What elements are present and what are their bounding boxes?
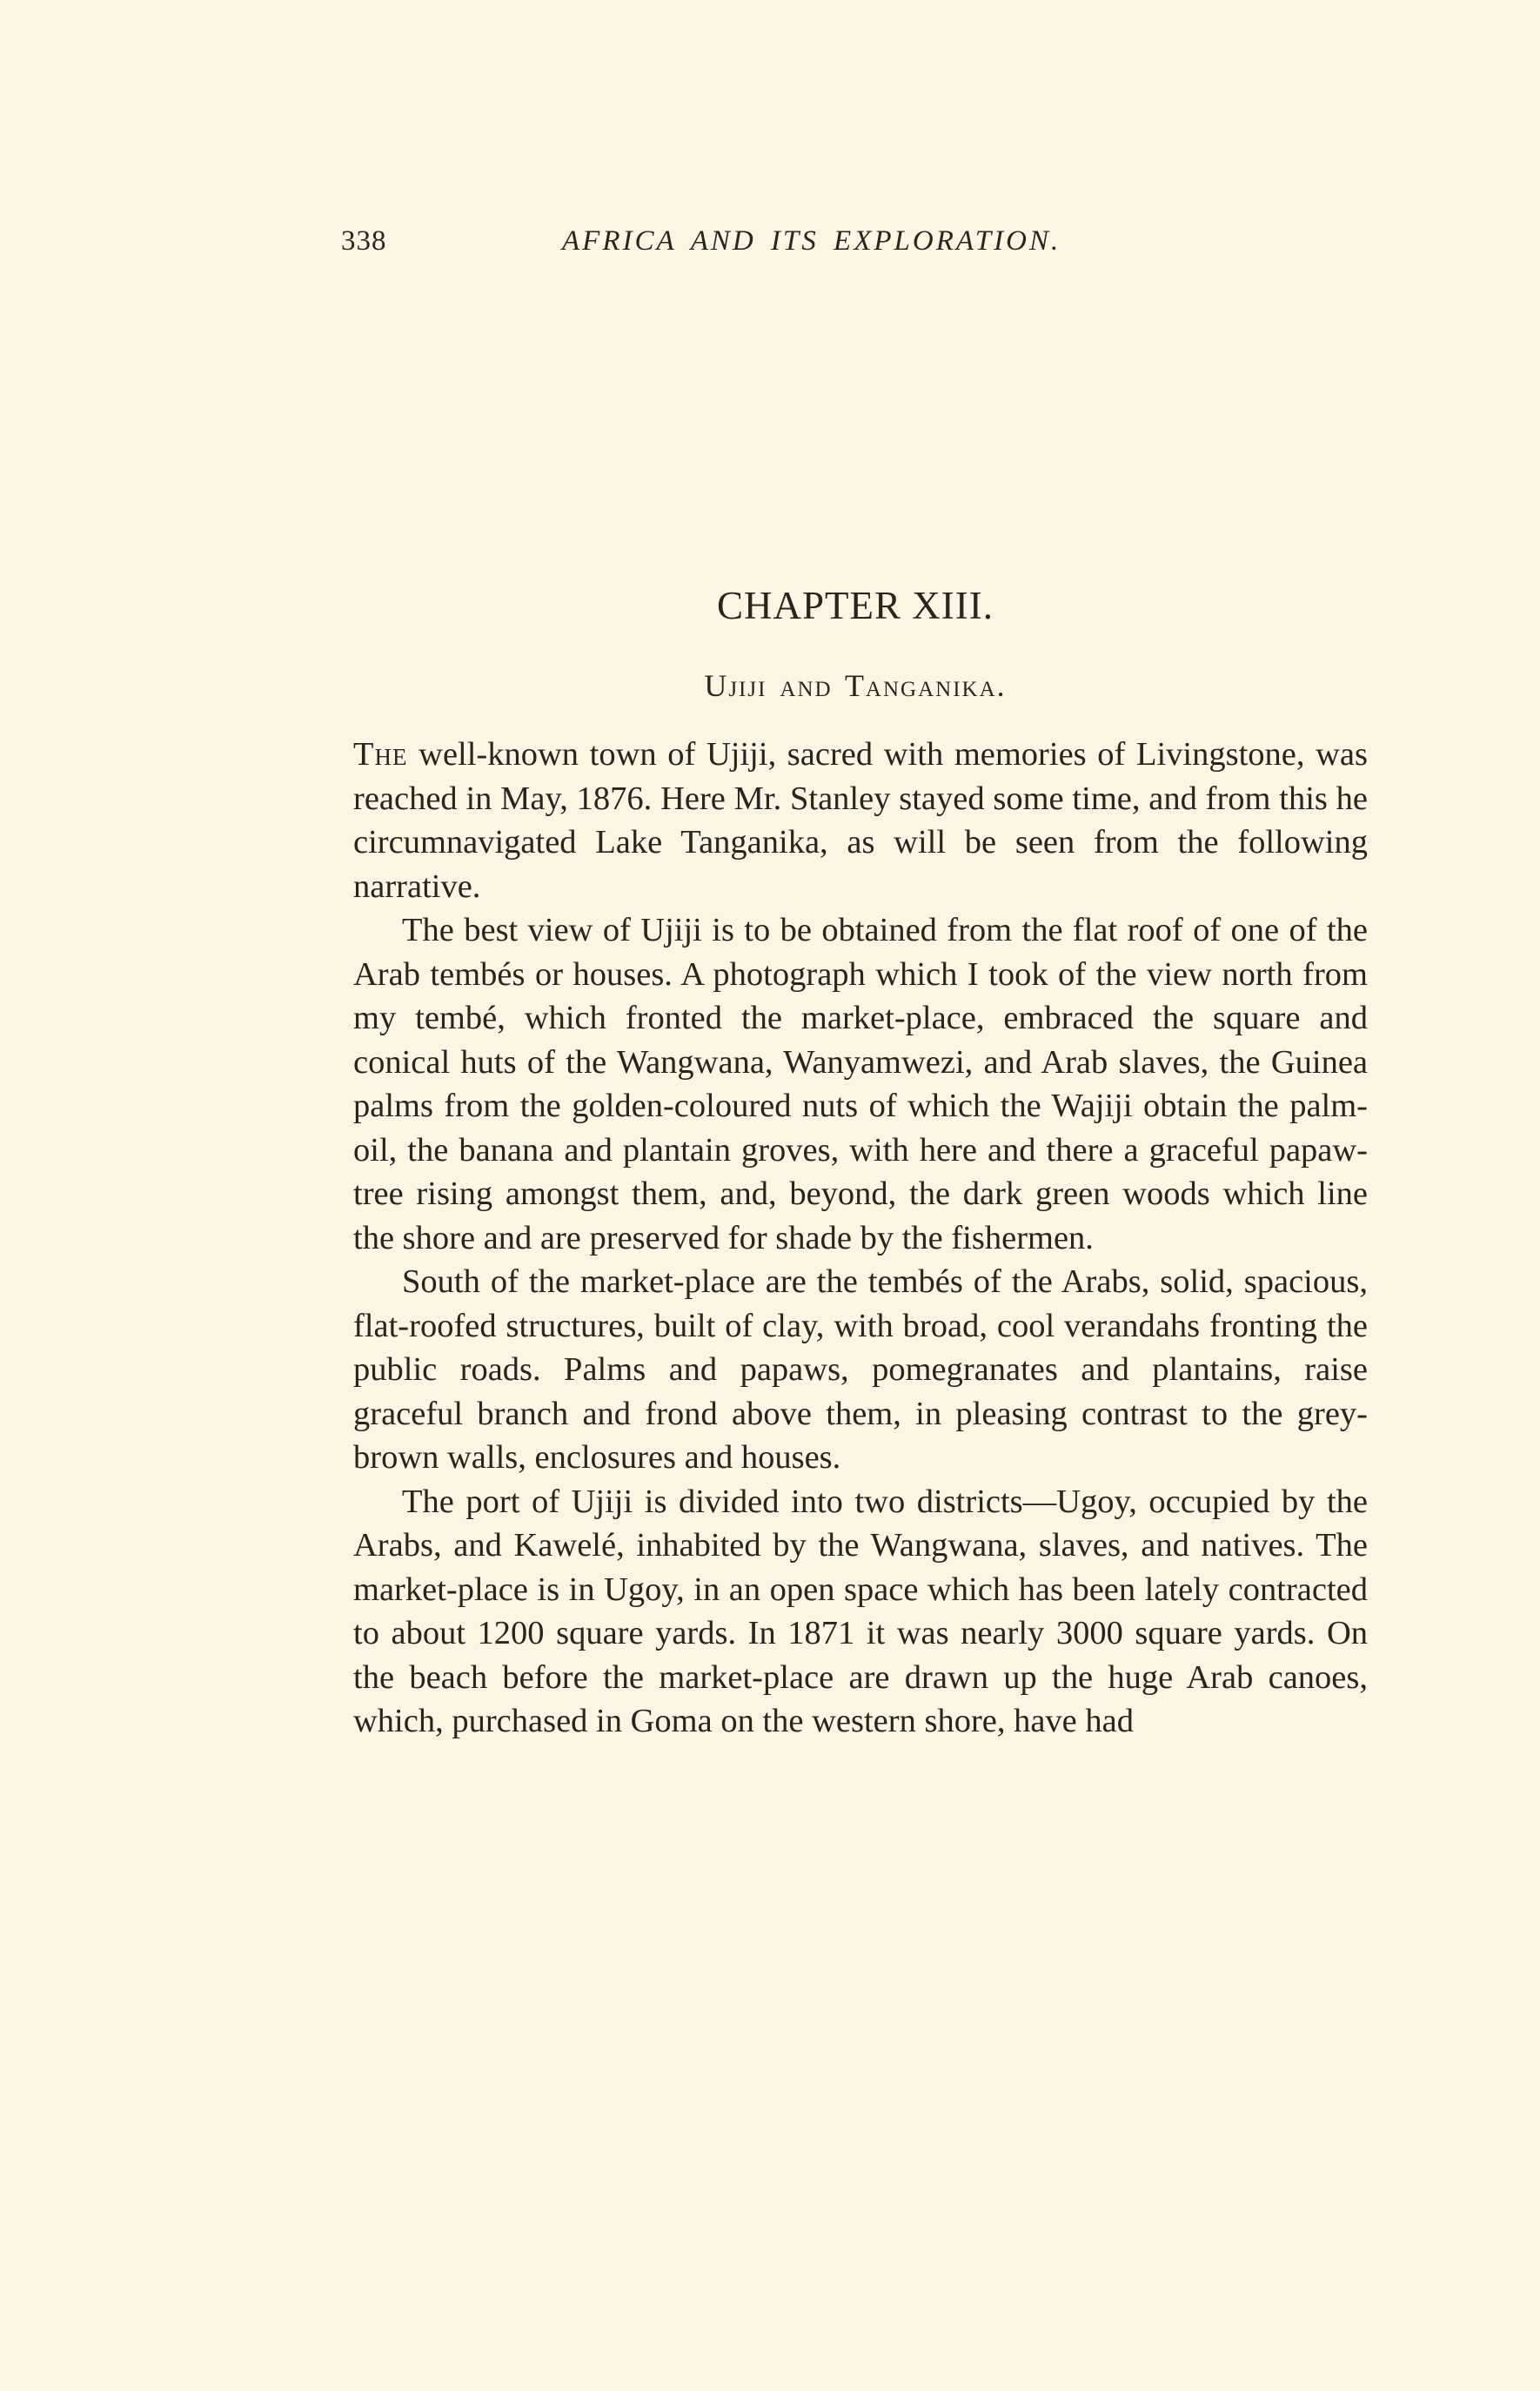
chapter-heading: CHAPTER XIII. [717, 584, 994, 627]
paragraph-lead-word: The [353, 736, 408, 773]
running-title: AFRICA AND ITS EXPLORATION. [562, 225, 1061, 257]
paragraph-3: South of the market-place are the tembés of the Arabs, solid, spacious, flat-roofed structures, built of clay, with broad, cool verandahs fronting the public roads. Palms and papaws, pomegranates and plantains, raise graceful branch and frond above them, in pleasing contrast to the grey-brown walls, enclosures and houses. [353, 1263, 1368, 1476]
chapter-body [353, 733, 1368, 1744]
paragraph-1 [353, 733, 1368, 908]
paragraph-4: The port of Ujiji is divided into two districts—Ugoy, occupied by the Arabs, and Kawelé, inhabited by the Wangwana, slaves, and natives. The market-place is in Ugoy, in an open space which has been lately contracted to about 1200 square yards. In 1871 it was nearly 3000 square yards. On the beach before the market-place are drawn up the huge Arab canoes, which, purchased in Goma on the western shore, have had [353, 1483, 1368, 1739]
page-number: 338 [341, 225, 387, 257]
paragraph-2: The best view of Ujiji is to be obtained from the flat roof of one of the Arab tembés or houses. A photograph which I took of the view north from my tembé, which fronted the market-place, embraced the square and conical huts of the Wangwana, Wanyamwezi, and Arab slaves, the Guinea palms from the golden-coloured nuts of which the Wajiji obtain the palm-oil, the banana and plantain groves, with here and there a graceful papaw-tree rising amongst them, and, beyond, the dark green woods which line the shore and are preserved for shade by the fishermen. [353, 912, 1368, 1256]
chapter-subtitle: Ujiji and Tanganika. [704, 668, 1007, 703]
paragraph-1-text: well-known town of Ujiji, sacred with memories of Livingstone, was reached in May, 1876. Here Mr. Stanley stayed some time, and from this he circumnavigated Lake Tanganika, as will be seen from the following narrative. [353, 736, 1368, 905]
running-head [341, 219, 1211, 263]
